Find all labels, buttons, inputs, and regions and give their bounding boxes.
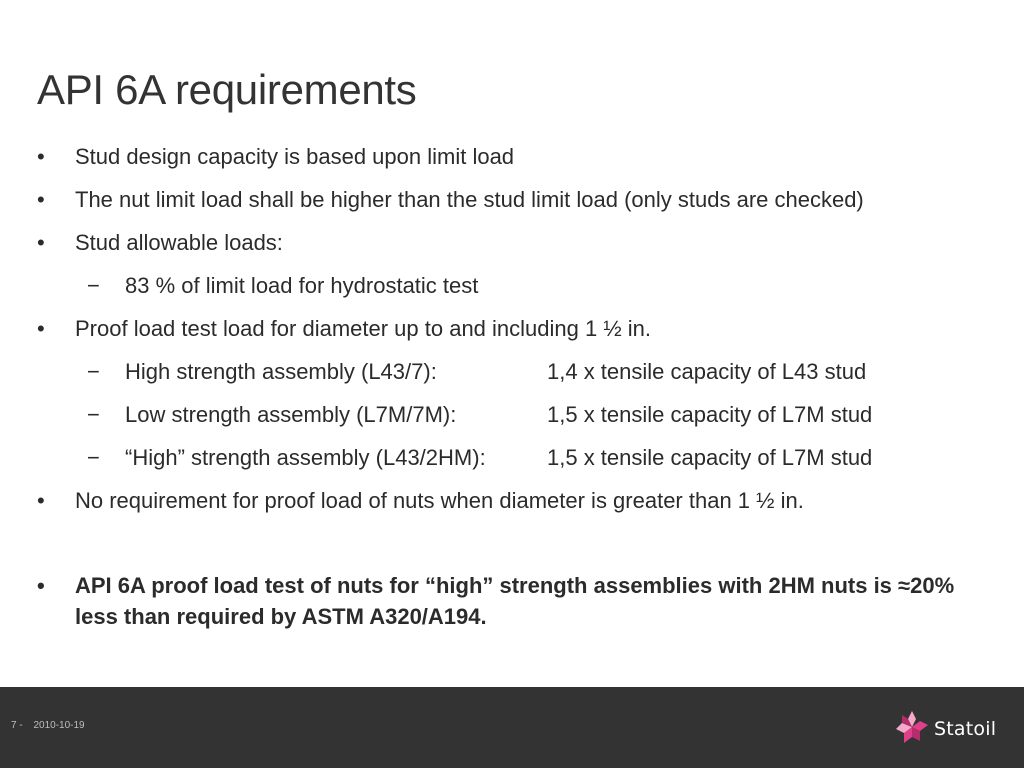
assembly-label: High strength assembly (L43/7): [125,359,437,384]
page-number: 7 - [11,720,23,731]
bullet-marker: • [37,316,45,341]
bullet-text: The nut limit load shall be higher than the stud limit load (only studs are checked) [75,187,864,212]
assembly-label: “High” strength assembly (L43/2HM): [125,445,486,470]
dash-marker: − [87,359,100,384]
bullet-item [37,313,977,344]
footer-bar [0,687,1024,768]
bullet-text: Stud allowable loads: [75,230,283,255]
bullet-marker: • [37,488,45,513]
sub-bullet-item [87,399,977,430]
dash-marker: − [87,402,100,427]
slide-date: 2010-10-19 [33,720,85,731]
statoil-star-icon [890,707,934,751]
footer-meta [11,720,85,731]
assembly-value: 1,5 x tensile capacity of L7M stud [547,402,873,427]
spacer [37,528,977,570]
logo-wordmark: Statoil [934,718,997,740]
bullet-marker: • [37,230,45,255]
dash-marker: − [87,273,100,298]
sub-bullet-item [87,270,977,301]
bullet-text: API 6A proof load test of nuts for “high” strength assemblies with 2HM nuts is ≈20% less than required by ASTM A320/A194. [75,573,955,629]
assembly-value: 1,4 x tensile capacity of L43 stud [547,359,867,384]
bullet-text: Stud design capacity is based upon limit load [75,144,515,169]
statoil-logo [890,707,1000,751]
assembly-label: Low strength assembly (L7M/7M): [125,402,457,427]
bullet-text: No requirement for proof load of nuts when diameter is greater than 1 ½ in. [75,488,804,513]
sub-bullet-item [87,356,977,387]
bullet-item-emphasis [37,570,977,632]
bullet-item [37,485,977,516]
dash-marker: − [87,445,100,470]
bullet-item [37,141,977,172]
bullet-item [37,227,977,258]
slide-title: API 6A requirements [37,66,417,113]
bullet-marker: • [37,573,45,598]
bullet-item [37,184,977,215]
bullet-marker: • [37,187,45,212]
slide-content [37,141,977,644]
bullet-marker: • [37,144,45,169]
sub-bullet-text: 83 % of limit load for hydrostatic test [125,273,479,298]
sub-bullet-item [87,442,977,473]
assembly-value: 1,5 x tensile capacity of L7M stud [547,445,873,470]
bullet-text: Proof load test load for diameter up to and including 1 ½ in. [75,316,652,341]
